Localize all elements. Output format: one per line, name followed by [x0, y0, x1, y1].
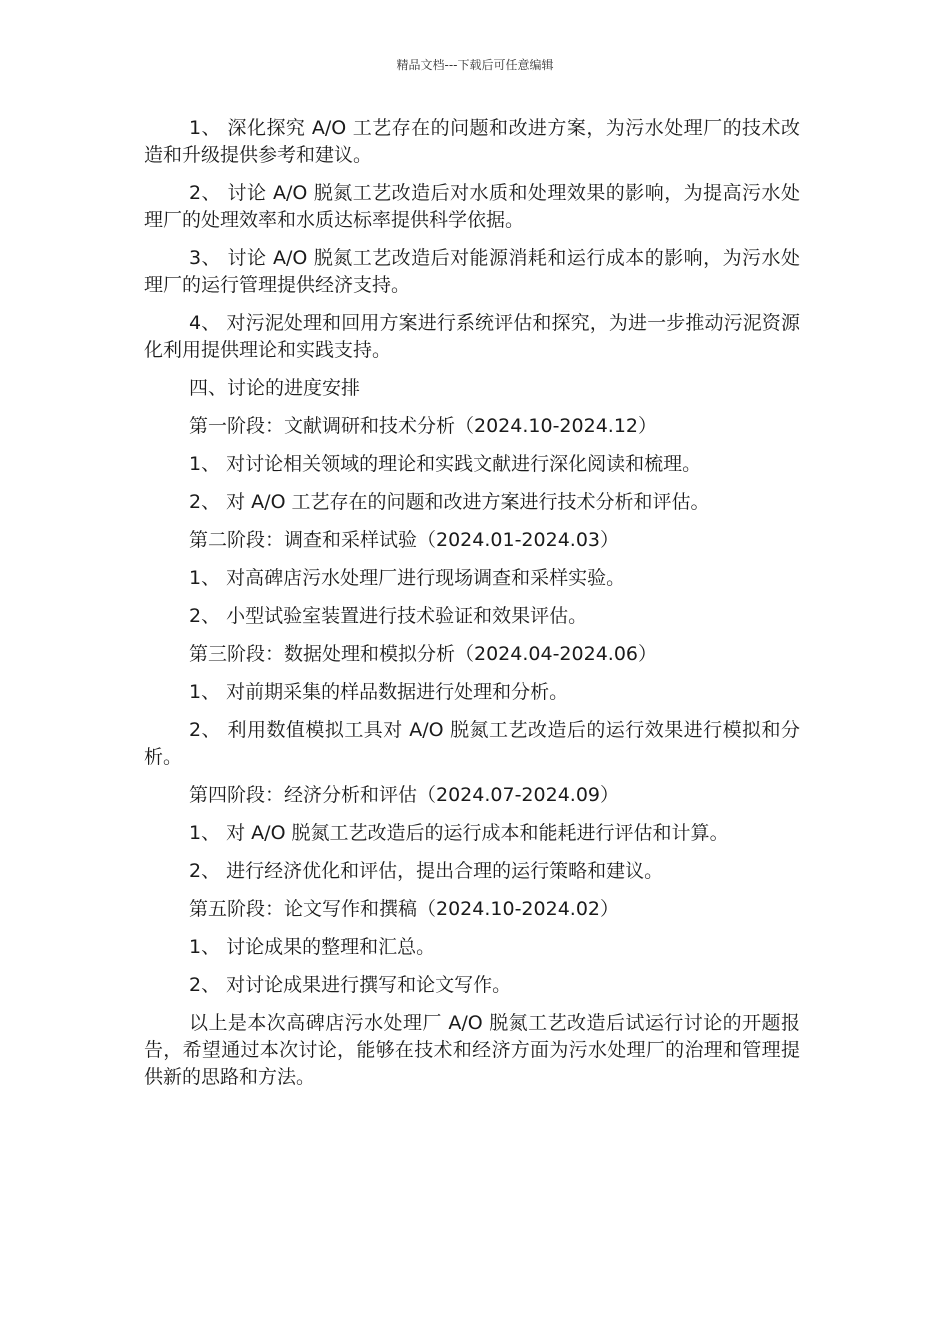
stage-2-item-2: 2、 小型试验室装置进行技术验证和效果评估。 — [189, 605, 588, 627]
stage-3-item-2: 2、 利用数值模拟工具对 A/O 脱氮工艺改造后的运行效果进行模拟和分析。 — [144, 719, 800, 768]
objective-4: 4、 对污泥处理和回用方案进行系统评估和探究，为进一步推动污泥资源化利用提供理论和实践支持。 — [144, 312, 800, 361]
objective-2: 2、 讨论 A/O 脱氮工艺改造后对水质和处理效果的影响，为提高污水处理厂的处理效率和水质达标率提供科学依据。 — [144, 182, 800, 231]
stage-1-item-1: 1、 对讨论相关领域的理论和实践文献进行深化阅读和梳理。 — [189, 453, 702, 475]
stage-4-item-2: 2、 进行经济优化和评估，提出合理的运行策略和建议。 — [189, 860, 664, 882]
stage-4-item-1: 1、 对 A/O 脱氮工艺改造后的运行成本和能耗进行评估和计算。 — [189, 822, 729, 844]
objective-3: 3、 讨论 A/O 脱氮工艺改造后对能源消耗和运行成本的影响，为污水处理厂的运行管理提供经济支持。 — [144, 247, 800, 296]
stage-2-item-1: 1、 对高碑店污水处理厂进行现场调查和采样实验。 — [189, 567, 626, 589]
document-body — [144, 115, 800, 1102]
section-heading-schedule: 四、讨论的进度安排 — [189, 377, 361, 399]
stage-5-heading: 第五阶段：论文写作和撰稿（2024.10-2024.02） — [189, 898, 619, 920]
stage-4-heading: 第四阶段：经济分析和评估（2024.07-2024.09） — [189, 784, 619, 806]
conclusion-paragraph: 以上是本次高碑店污水处理厂 A/O 脱氮工艺改造后试运行讨论的开题报告，希望通过本次讨论，能够在技术和经济方面为污水处理厂的治理和管理提供新的思路和方法。 — [144, 1012, 800, 1088]
stage-1-item-2: 2、 对 A/O 工艺存在的问题和改进方案进行技术分析和评估。 — [189, 491, 710, 513]
objective-1: 1、 深化探究 A/O 工艺存在的问题和改进方案，为污水处理厂的技术改造和升级提供参考和建议。 — [144, 117, 800, 166]
page-header: 精品文档---下载后可任意编辑 — [396, 58, 554, 72]
stage-5-item-2: 2、 对讨论成果进行撰写和论文写作。 — [189, 974, 512, 996]
stage-3-item-1: 1、 对前期采集的样品数据进行处理和分析。 — [189, 681, 569, 703]
stage-5-item-1: 1、 讨论成果的整理和汇总。 — [189, 936, 436, 958]
stage-3-heading: 第三阶段：数据处理和模拟分析（2024.04-2024.06） — [189, 643, 657, 665]
stage-1-heading: 第一阶段：文献调研和技术分析（2024.10-2024.12） — [189, 415, 657, 437]
stage-2-heading: 第二阶段：调查和采样试验（2024.01-2024.03） — [189, 529, 619, 551]
